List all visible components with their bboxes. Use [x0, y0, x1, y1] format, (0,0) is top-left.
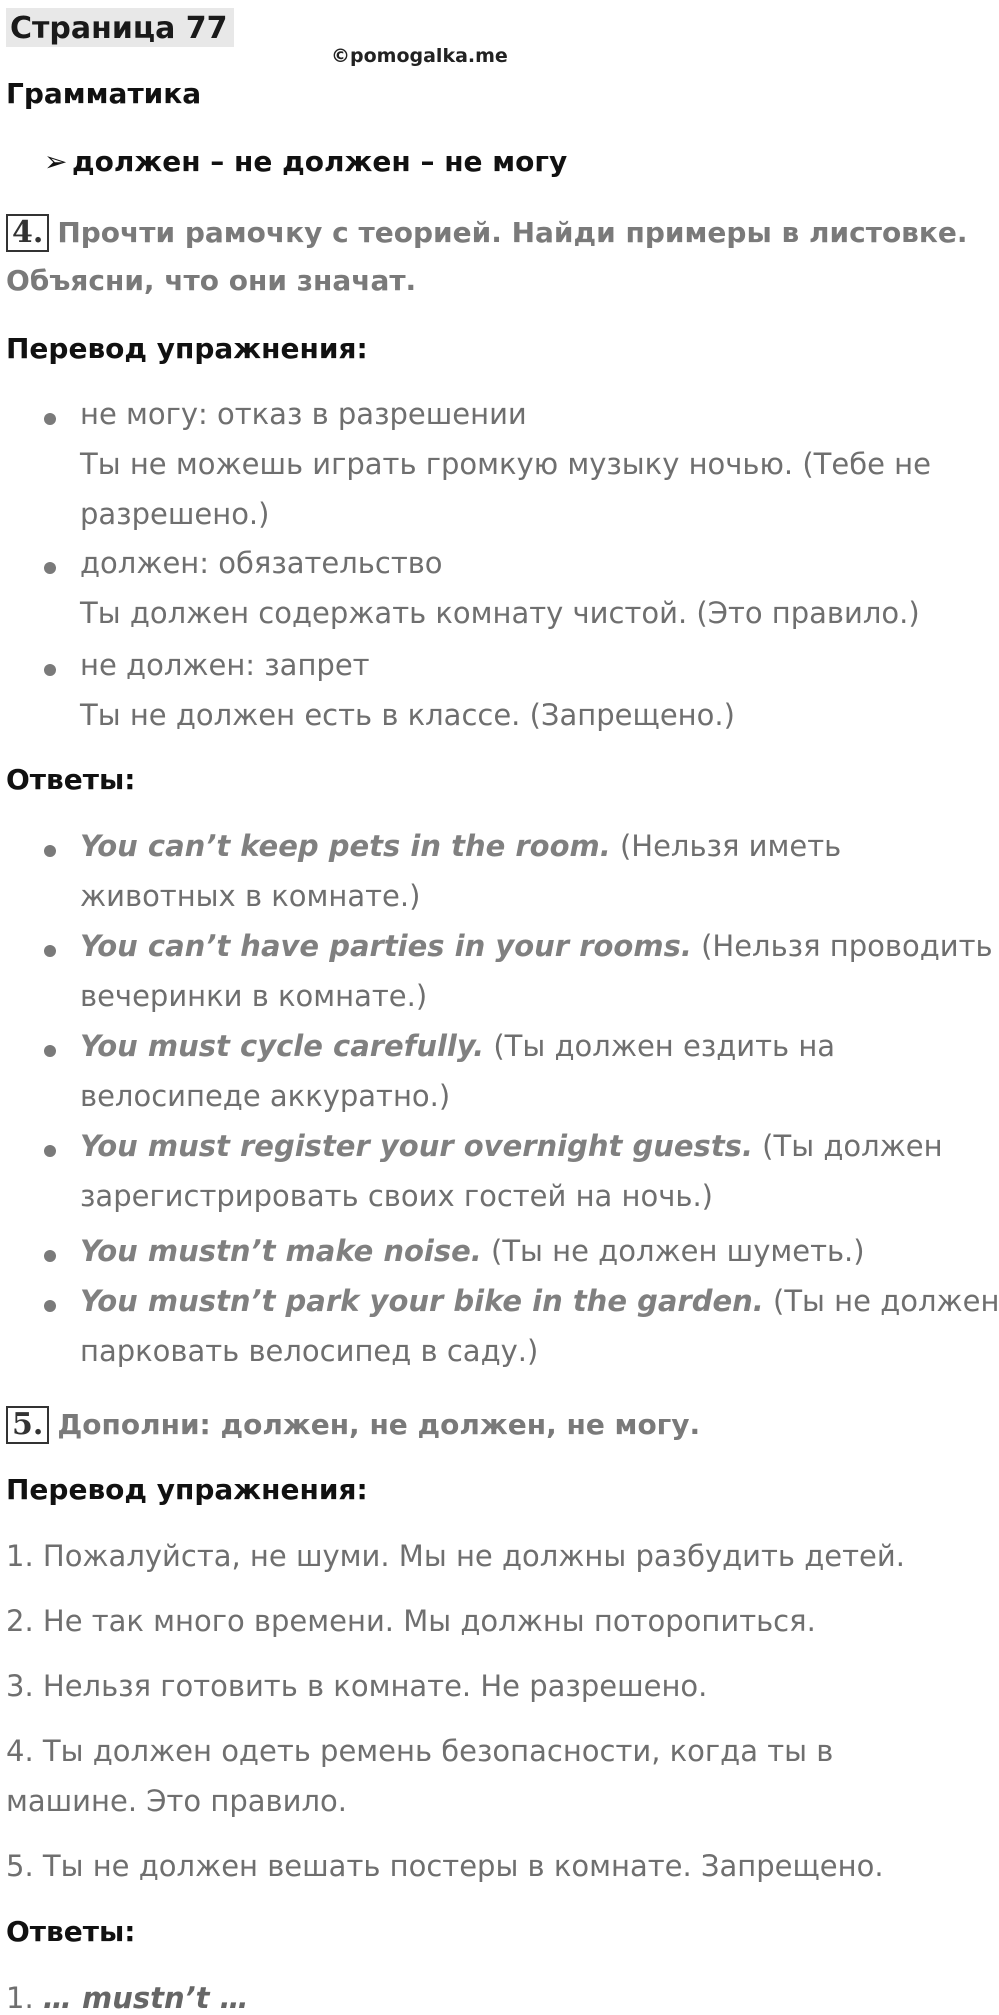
answer-2-english: You can’t have parties in your rooms. — [80, 929, 692, 963]
ex5-answer-1-text: … mustn’t … — [42, 1981, 249, 2015]
ex5-translation-line-2: 2. Не так много времени. Мы должны поторопиться. — [6, 1604, 816, 1638]
exercise-4-answers-heading: Ответы: — [6, 763, 136, 796]
bullet-icon — [44, 562, 56, 574]
answer-2-russian-cont: вечеринки в комнате.) — [80, 979, 428, 1013]
answer-item-4 — [80, 1131, 943, 1163]
exercise-5-answers-heading: Ответы: — [6, 1915, 136, 1948]
ex5-translation-line-4: 4. Ты должен одеть ремень безопасности, когда ты в — [6, 1734, 834, 1768]
translation-item-1-line-3: разрешено.) — [80, 497, 270, 531]
bullet-icon — [44, 1250, 56, 1262]
exercise-4-translation-heading: Перевод упражнения: — [6, 332, 368, 365]
exercise-4-number: 4. — [6, 214, 49, 252]
bullet-icon — [44, 664, 56, 676]
exercise-4-task-line1: Прочти рамочку с теорией. Найди примеры в листовке. — [57, 216, 968, 249]
answer-item-6 — [80, 1286, 999, 1318]
ex5-translation-line-4-cont: машине. Это правило. — [6, 1784, 347, 1818]
exercise-5-translation-heading: Перевод упражнения: — [6, 1473, 368, 1506]
ex5-translation-line-1: 1. Пожалуйста, не шуми. Мы не должны разбудить детей. — [6, 1539, 905, 1573]
translation-item-1-line-1: не могу: отказ в разрешении — [80, 397, 527, 431]
exercise-4-task-line2: Объясни, что они значат. — [6, 264, 417, 297]
topic-text: должен – не должен – не могу — [72, 145, 568, 178]
answer-item-1 — [80, 831, 841, 863]
ex5-answer-1 — [6, 1983, 249, 2015]
bullet-icon — [44, 413, 56, 425]
answer-3-russian: (Ты должен ездить на — [484, 1029, 836, 1063]
ex5-translation-line-5: 5. Ты не должен вешать постеры в комнате. Запрещено. — [6, 1849, 884, 1883]
translation-item-3-line-1: не должен: запрет — [80, 648, 370, 682]
section-title: Грамматика — [6, 77, 202, 110]
watermark: ©pomogalka.me — [331, 45, 508, 67]
answer-1-russian: (Нельзя иметь — [610, 829, 842, 863]
answer-item-5 — [80, 1236, 865, 1268]
translation-item-3-line-2: Ты не должен есть в классе. (Запрещено.) — [80, 698, 735, 732]
answer-4-russian: (Ты должен — [752, 1129, 943, 1163]
exercise-5-task-text: Дополни: должен, не должен, не могу. — [57, 1408, 701, 1441]
answer-6-english: You mustn’t park your bike in the garden. — [80, 1284, 764, 1318]
bullet-icon — [44, 845, 56, 857]
answer-6-russian: (Ты не должен — [763, 1284, 999, 1318]
translation-item-2-line-2: Ты должен содержать комнату чистой. (Это правило.) — [80, 596, 920, 630]
bullet-icon — [44, 1145, 56, 1157]
ex5-translation-line-3: 3. Нельзя готовить в комнате. Не разрешено. — [6, 1669, 708, 1703]
bullet-icon — [44, 945, 56, 957]
answer-5-russian: (Ты не должен шуметь.) — [481, 1234, 865, 1268]
exercise-4-task — [6, 214, 968, 252]
answer-4-russian-cont: зарегистрировать своих гостей на ночь.) — [80, 1179, 713, 1213]
topic-title — [44, 147, 567, 178]
bullet-icon — [44, 1045, 56, 1057]
answer-3-russian-cont: велосипеде аккуратно.) — [80, 1079, 451, 1113]
answer-2-russian: (Нельзя проводить — [691, 929, 993, 963]
answer-1-english: You can’t keep pets in the room. — [80, 829, 611, 863]
answer-1-russian-cont: животных в комнате.) — [80, 879, 421, 913]
exercise-5-number: 5. — [6, 1406, 49, 1444]
answer-item-2 — [80, 931, 993, 963]
answer-3-english: You must cycle carefully. — [80, 1029, 485, 1063]
answer-5-english: You mustn’t make noise. — [80, 1234, 482, 1268]
translation-item-1-line-2: Ты не можешь играть громкую музыку ночью. (Тебе не — [80, 447, 931, 481]
answer-item-3 — [80, 1031, 835, 1063]
translation-item-2-line-1: должен: обязательство — [80, 546, 443, 580]
answer-6-russian-cont: парковать велосипед в саду.) — [80, 1334, 539, 1368]
answer-4-english: You must register your overnight guests. — [80, 1129, 753, 1163]
page-label: Страница 77 — [6, 8, 234, 47]
arrow-bullet-icon: ➢ — [44, 145, 68, 178]
ex5-answer-1-number: 1. — [6, 1981, 43, 2015]
exercise-5-task — [6, 1406, 700, 1444]
bullet-icon — [44, 1300, 56, 1312]
